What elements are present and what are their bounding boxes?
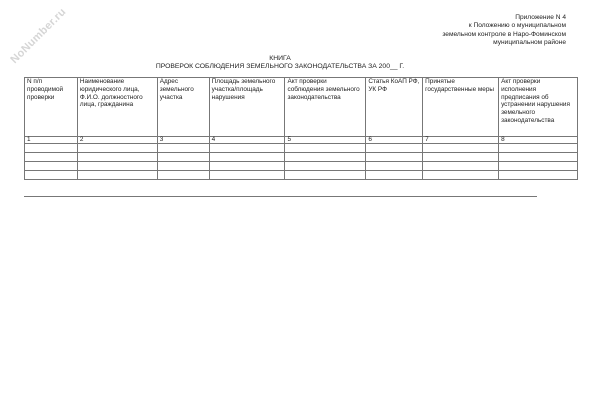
appendix-note	[442, 14, 566, 48]
table-cell	[157, 144, 209, 153]
table-cell	[423, 153, 499, 162]
table-cell	[423, 144, 499, 153]
column-number: 7	[423, 137, 499, 144]
column-number: 2	[77, 137, 157, 144]
appendix-line: муниципальном районе	[493, 39, 566, 47]
table-cell	[366, 171, 423, 180]
appendix-line: к Положению о муниципальном	[468, 22, 566, 30]
table-cell	[209, 162, 285, 171]
table-cell	[157, 171, 209, 180]
table-cell	[77, 153, 157, 162]
table-cell	[499, 162, 578, 171]
table-row	[25, 171, 578, 180]
table-row	[25, 153, 578, 162]
column-header: N п/п проводимой проверки	[25, 78, 78, 137]
table-cell	[499, 153, 578, 162]
column-header: Акт проверки исполнения предписания об устранении нарушения земельного законодательства	[499, 78, 578, 137]
column-header: Принятые государственные меры	[423, 78, 499, 137]
inspection-table	[24, 77, 578, 180]
column-number: 3	[157, 137, 209, 144]
table-cell	[209, 171, 285, 180]
table-cell	[423, 171, 499, 180]
table-cell	[499, 144, 578, 153]
table-cell	[366, 162, 423, 171]
table-cell	[25, 144, 78, 153]
table-cell	[25, 162, 78, 171]
table-row	[25, 144, 578, 153]
column-number: 6	[366, 137, 423, 144]
column-header: Наименование юридического лица, Ф.И.О. должностного лица, гражданина	[77, 78, 157, 137]
table-cell	[157, 153, 209, 162]
appendix-line: земельном контроле в Наро-Фоминском	[442, 30, 566, 38]
table-cell	[25, 153, 78, 162]
column-number: 8	[499, 137, 578, 144]
number-row	[25, 137, 578, 144]
watermark: NoNumber.ru	[8, 5, 69, 67]
header-row	[25, 78, 578, 137]
title: КНИГА	[269, 55, 291, 62]
table-cell	[209, 144, 285, 153]
table-cell	[209, 153, 285, 162]
table-cell	[285, 162, 366, 171]
table-cell	[157, 162, 209, 171]
column-number: 4	[209, 137, 285, 144]
column-number: 1	[25, 137, 78, 144]
divider-line	[24, 196, 537, 197]
column-header: Площадь земельного участка/площадь нарушения	[209, 78, 285, 137]
table-cell	[25, 171, 78, 180]
column-header: Статья КоАП РФ, УК РФ	[366, 78, 423, 137]
appendix-line: Приложение N 4	[515, 14, 566, 21]
table-cell	[77, 162, 157, 171]
table-cell	[285, 144, 366, 153]
table-cell	[285, 171, 366, 180]
table-cell	[423, 162, 499, 171]
column-header: Адрес земельного участка	[157, 78, 209, 137]
table-cell	[499, 171, 578, 180]
document-title	[0, 55, 560, 70]
table-cell	[366, 153, 423, 162]
table-cell	[285, 153, 366, 162]
subtitle: ПРОВЕРОК СОБЛЮДЕНИЯ ЗЕМЕЛЬНОГО ЗАКОНОДАТЕЛЬСТВА ЗА 200__ Г.	[155, 62, 405, 70]
table-row	[25, 162, 578, 171]
table-cell	[366, 144, 423, 153]
column-number: 5	[285, 137, 366, 144]
table-cell	[77, 171, 157, 180]
table-cell	[77, 144, 157, 153]
column-header: Акт проверки соблюдения земельного законодательства	[285, 78, 366, 137]
